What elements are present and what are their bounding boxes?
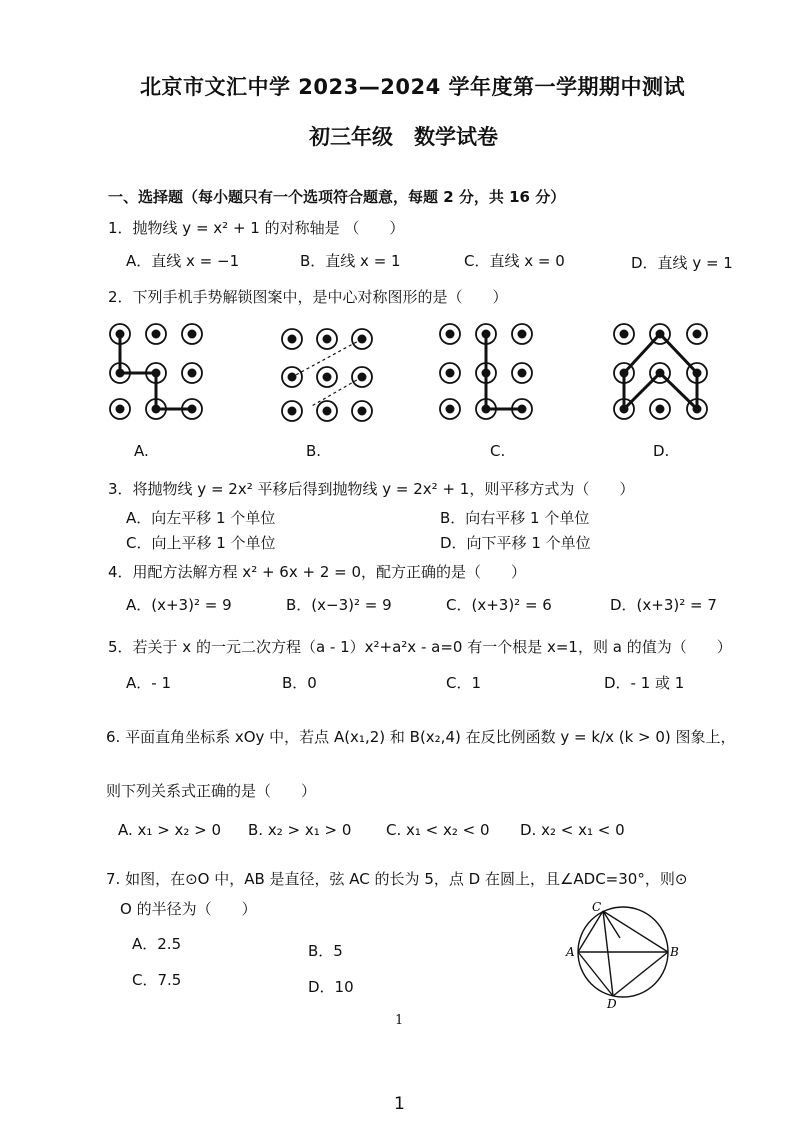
exam-title: 北京市文汇中学 2023—2024 学年度第一学期期中测试: [140, 75, 686, 99]
q2-label-b: B.: [306, 442, 322, 460]
q6-option-d: D. x₂ < x₁ < 0: [520, 821, 625, 839]
q1-option-a: A．直线 x = −1: [126, 252, 240, 270]
q7-option-a: A．2.5: [132, 935, 182, 953]
q4-option-d: D．(x+3)² = 7: [610, 596, 717, 614]
q1-option-c: C．直线 x = 0: [464, 252, 565, 270]
question-6-stem-2: 则下列关系式正确的是（ ）: [106, 782, 317, 800]
q4-option-b: B．(x−3)² = 9: [286, 596, 392, 614]
pattern-d: [614, 324, 707, 419]
q6-option-b: B. x₂ > x₁ > 0: [248, 821, 352, 839]
question-5-stem: 5．若关于 x 的一元二次方程（a - 1）x²+a²x - a=0 有一个根是 x=1，则 a 的值为（ ）: [108, 638, 732, 656]
question-7-stem-2: O 的半径为（ ）: [120, 900, 257, 918]
q7-circle-figure: [560, 900, 690, 1010]
fig-label-a: A: [566, 945, 575, 959]
fig-label-b: B: [670, 945, 679, 959]
q1-option-b: B．直线 x = 1: [300, 252, 401, 270]
fig-label-c: C: [592, 900, 602, 914]
question-4-stem: 4．用配方法解方程 x² + 6x + 2 = 0，配方正确的是（ ）: [108, 563, 527, 581]
fig-label-d: D: [607, 997, 617, 1010]
q3-option-a: A．向左平移 1 个单位: [126, 509, 276, 527]
q5-option-a: A．- 1: [126, 674, 171, 692]
q3-option-d: D．向下平移 1 个单位: [440, 534, 591, 552]
q2-unlock-patterns: [100, 315, 740, 425]
question-1-stem: 1．抛物线 y = x² + 1 的对称轴是 （ ）: [108, 219, 405, 237]
q3-option-c: C．向上平移 1 个单位: [126, 534, 276, 552]
q5-option-c: C．1: [446, 674, 482, 692]
question-2-stem: 2．下列手机手势解锁图案中，是中心对称图形的是（ ）: [108, 288, 508, 306]
q6-option-c: C. x₁ < x₂ < 0: [386, 821, 490, 839]
q2-label-c: C.: [490, 442, 506, 460]
q6-option-a: A. x₁ > x₂ > 0: [118, 821, 222, 839]
q5-option-d: D．- 1 或 1: [604, 674, 685, 692]
pattern-c: [440, 324, 532, 419]
q1-option-d: D．直线 y = 1: [631, 254, 733, 272]
q2-label-a: A.: [134, 442, 149, 460]
q2-label-d: D.: [653, 442, 670, 460]
question-6-stem: 6. 平面直角坐标系 xOy 中，若点 A(x₁,2) 和 B(x₂,4) 在反比例函数 y = k/x (k > 0) 图象上，: [106, 728, 736, 746]
q7-option-d: D．10: [308, 978, 354, 996]
question-7-stem: 7. 如图，在⊙O 中，AB 是直径，弦 AC 的长为 5，点 D 在圆上，且∠ADC=30°，则⊙: [106, 870, 688, 888]
page-number-large: 1: [394, 1094, 405, 1114]
exam-subtitle: 初三年级 数学试卷: [309, 125, 498, 149]
question-3-stem: 3．将抛物线 y = 2x² 平移后得到抛物线 y = 2x² + 1，则平移方式为（ ）: [108, 480, 635, 498]
q4-option-a: A．(x+3)² = 9: [126, 596, 232, 614]
q4-option-c: C．(x+3)² = 6: [446, 596, 552, 614]
pattern-a: [110, 324, 202, 419]
page-number-small: 1: [395, 1013, 404, 1028]
q7-option-c: C．7.5: [132, 971, 182, 989]
q5-option-b: B．0: [282, 674, 317, 692]
section-heading: 一、选择题（每小题只有一个选项符合题意，每题 2 分，共 16 分）: [108, 188, 566, 206]
q7-option-b: B．5: [308, 942, 343, 960]
q3-option-b: B．向右平移 1 个单位: [440, 509, 590, 527]
pattern-b: [282, 329, 372, 421]
